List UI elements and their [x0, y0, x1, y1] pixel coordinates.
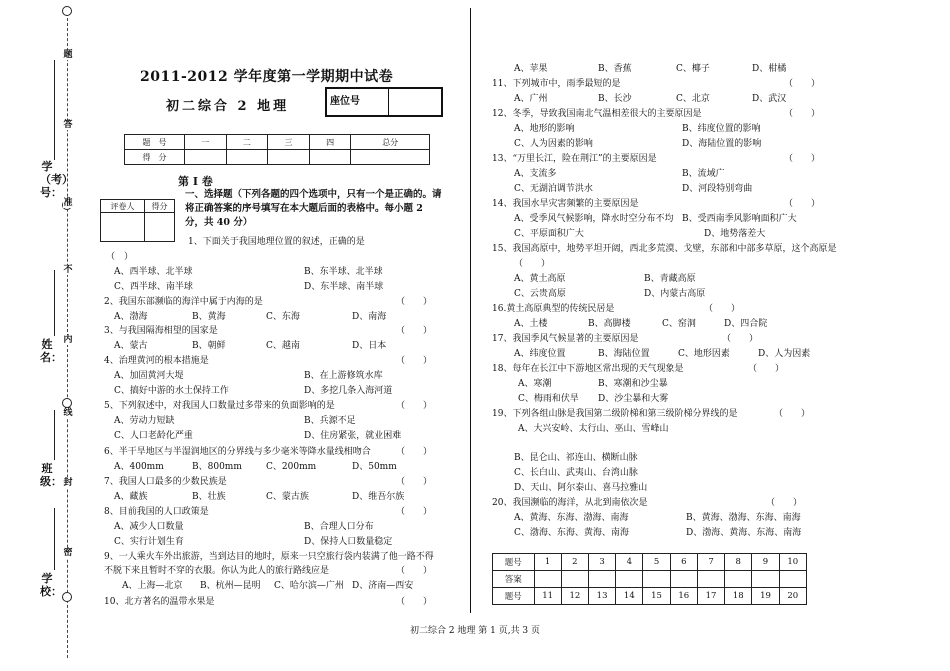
exam-subject: 初二综合 2 地理: [166, 99, 290, 114]
answer-cell[interactable]: [725, 571, 752, 588]
option: A、劳动力短缺: [114, 416, 175, 426]
answer-paren: （ ）: [396, 297, 433, 307]
option: C、北京: [676, 94, 710, 104]
seal-char: 封: [63, 478, 73, 488]
question-number-cell: 8: [725, 554, 752, 571]
answer-cell[interactable]: [616, 571, 643, 588]
option: D、南海: [352, 312, 387, 322]
option: B、青藏高原: [644, 274, 696, 284]
answer-paren: （ ）: [722, 334, 759, 344]
class-line[interactable]: [54, 410, 55, 460]
option: A、藏族: [114, 492, 148, 502]
answer-paren: （ ）: [396, 401, 433, 411]
question-stem: 17、我国季风气候显著的主要原因是: [492, 334, 639, 344]
option: B、东半球、北半球: [304, 267, 383, 277]
answer-paren: （ ）: [396, 507, 433, 517]
question-number-cell: 16: [670, 588, 697, 605]
option: B、黄海: [192, 312, 226, 322]
option: D、50mm: [352, 462, 397, 472]
option: B、朝鲜: [192, 341, 226, 351]
question-stem: 15、我国高原中，地势平坦开阔，西北多荒漠、戈壁，东部和中部多草原，这个高原是: [492, 244, 837, 254]
question-number-cell: 18: [725, 588, 752, 605]
score-header-cell: 一: [185, 135, 227, 150]
binding-dashed-line: [67, 8, 68, 658]
answer-cell[interactable]: [670, 571, 697, 588]
grader-table: [100, 199, 175, 242]
score-row-label: 得 分: [125, 150, 185, 165]
option: A、渤海: [114, 312, 148, 322]
option: B、兵源不足: [304, 416, 356, 426]
question-number-cell: 6: [670, 554, 697, 571]
option: A、黄海、东海、渤海、南海: [514, 513, 629, 523]
option: B、高脚楼: [588, 319, 631, 329]
score-header-cell: 题 号: [125, 135, 185, 150]
question-number-cell: 10: [779, 554, 806, 571]
option: A、蒙古: [114, 341, 148, 351]
option: C、西半球、南半球: [114, 282, 193, 292]
name-label: 姓名：: [40, 338, 62, 364]
answer-paren: （ ）: [784, 199, 821, 209]
answer-paren: （ ）: [106, 252, 134, 262]
grader-cell[interactable]: [101, 213, 145, 242]
binding-hole: [62, 6, 72, 16]
question-stem: 18、每年在长江中下游地区常出现的天气现象是: [492, 364, 684, 374]
question-stem: 12、冬季，导致我国南北气温相差很大的主要原因是: [492, 109, 702, 119]
option: C、无湖泊调节洪水: [514, 184, 593, 194]
option: C、人为因素的影响: [514, 139, 593, 149]
option: B、香蕉: [598, 64, 632, 74]
grader-score-label: 得分: [145, 200, 175, 213]
option: D、保持人口数量稳定: [304, 537, 393, 547]
answer-paren: （ ）: [396, 477, 433, 487]
school-line[interactable]: [54, 508, 55, 570]
option: A、广州: [514, 94, 548, 104]
option: D、地势落差大: [704, 229, 766, 239]
option: D、柑橘: [752, 64, 787, 74]
option: D、内蒙古高原: [644, 289, 706, 299]
question-number-cell: 2: [561, 554, 588, 571]
answer-cell[interactable]: [588, 571, 615, 588]
column-divider: [470, 8, 471, 613]
page-footer: 初二综合 2 地理 第 1 页,共 3 页: [409, 626, 541, 636]
option: C、越南: [266, 341, 300, 351]
option: D、河段特别弯曲: [682, 184, 753, 194]
option: D、维吾尔族: [352, 492, 405, 502]
binding-hole: [62, 592, 72, 602]
option: A、苹果: [514, 64, 548, 74]
option: A、黄土高原: [514, 274, 566, 284]
option: D、天山、阿尔泰山、喜马拉雅山: [514, 483, 648, 493]
option: C、蒙古族: [266, 492, 309, 502]
question-stem: 11、下列城市中，雨季最短的是: [492, 79, 621, 89]
option: D、四合院: [724, 319, 768, 329]
question-stem: 7、我国人口最多的少数民族是: [104, 477, 227, 487]
seat-number-field[interactable]: [389, 89, 441, 115]
left-column: [96, 0, 446, 671]
option: C、椰子: [676, 64, 710, 74]
answer-paren: （ ）: [396, 326, 433, 336]
question-stem: 14、我国水旱灾害频繁的主要原因是: [492, 199, 639, 209]
option: A、纬度位置: [514, 349, 566, 359]
seal-char: 准: [63, 198, 73, 208]
question-number-cell: 5: [643, 554, 670, 571]
binding-hole: [62, 398, 72, 408]
option: A、支流多: [514, 169, 557, 179]
option: C、搞好中游的水土保持工作: [114, 386, 229, 396]
seal-char: 密: [63, 548, 73, 558]
question-number-cell: 11: [534, 588, 561, 605]
option: C、地形因素: [678, 349, 730, 359]
seat-number-label: 座位号: [327, 89, 389, 115]
option: B、800mm: [192, 462, 242, 472]
answer-paren: （ ）: [748, 364, 785, 374]
question-number-cell: 20: [779, 588, 806, 605]
answer-cell[interactable]: [534, 571, 561, 588]
question-stem: 10、北方著名的温带水果是: [104, 597, 215, 607]
option: B、合理人口分布: [304, 522, 374, 532]
option: C、渤海、东海、黄海、南海: [514, 528, 629, 538]
score-cell[interactable]: [268, 150, 310, 165]
option: C、平原面积广大: [514, 229, 584, 239]
answer-cell[interactable]: [561, 571, 588, 588]
score-header-cell: 二: [226, 135, 268, 150]
score-cell[interactable]: [309, 150, 351, 165]
name-line[interactable]: [54, 270, 55, 336]
seat-number-box: [325, 87, 443, 117]
option: D、海陆位置的影响: [682, 139, 762, 149]
question-number-cell: 3: [588, 554, 615, 571]
question-number-cell: 1: [534, 554, 561, 571]
option: D、济南—西安: [352, 581, 414, 591]
question-number-cell: 9: [752, 554, 779, 571]
answer-row-label: 答案: [493, 571, 535, 588]
section-instructions: 一、选择题（下列各题的四个选项中，只有一个是正确的。请将正确答案的序号填写在本大题后面的表格中。每小题 2 分，共 40 分）: [185, 189, 442, 228]
question-number-cell: 15: [643, 588, 670, 605]
option: C、哈尔滨—广州: [274, 581, 344, 591]
part-title: 第 Ⅰ 卷: [178, 175, 213, 188]
option: C、窑洞: [662, 319, 696, 329]
answer-paren: （ ）: [396, 356, 433, 366]
option: B、长沙: [598, 94, 632, 104]
question-number-cell: 4: [616, 554, 643, 571]
option: A、减少人口数量: [114, 522, 184, 532]
question-stem: 5、下列叙述中，对我国人口数量过多带来的负面影响的是: [104, 401, 335, 411]
option: B、在上游修筑水库: [304, 371, 383, 381]
question-stem: 16.黄土高原典型的传统民居是: [492, 304, 615, 314]
question-stem: 2、我国东部濒临的海洋中属于内海的是: [104, 297, 263, 307]
score-header-cell: 四: [309, 135, 351, 150]
question-number-cell: 17: [697, 588, 724, 605]
grader-score-cell[interactable]: [145, 213, 175, 242]
question-stem: 13、“万里长江，险在荆江”的主要原因是: [492, 154, 657, 164]
answer-table: [492, 553, 807, 605]
option: C、200mm: [266, 462, 317, 472]
option: A、西半球、北半球: [114, 267, 193, 277]
question-number-cell: 19: [752, 588, 779, 605]
student-id-label: 学（考）号：: [40, 160, 73, 199]
option: A、加固黄河大堤: [114, 371, 184, 381]
option: B、纬度位置的影响: [682, 124, 761, 134]
question-stem: 8、目前我国的人口政策是: [104, 507, 209, 517]
option: D、住房紧张，就业困难: [304, 431, 402, 441]
option: B、杭州—昆明: [200, 581, 261, 591]
option: B、海陆位置: [598, 349, 650, 359]
option: D、人为因素: [758, 349, 811, 359]
question-stem: 19、下列各组山脉是我国第二级阶梯和第三级阶梯分界线的是: [492, 409, 738, 419]
student-id-line[interactable]: [54, 60, 55, 160]
answer-paren: （ ）: [704, 304, 741, 314]
option: B、寒潮和沙尘暴: [598, 379, 668, 389]
question-stem-continued: 不脱下来且暂时不穿的衣服。你认为此人的旅行路线应是: [104, 566, 330, 576]
question-stem: 20、我国濒临的海洋，从北到南依次是: [492, 498, 648, 508]
option: A、土楼: [514, 319, 548, 329]
answer-paren: （ ）: [784, 109, 821, 119]
option: C、长白山、武夷山、台湾山脉: [514, 468, 638, 478]
seal-char: 不: [63, 265, 73, 275]
question-stem: 4、治理黄河的根本措施是: [104, 356, 209, 366]
score-header-cell: 三: [268, 135, 310, 150]
option: B、壮族: [192, 492, 226, 502]
option: B、受西南季风影响面积广大: [682, 214, 797, 224]
score-cell[interactable]: [226, 150, 268, 165]
seal-char: 内: [63, 335, 73, 345]
option: C、云贵高原: [514, 289, 566, 299]
option: C、人口老龄化严重: [114, 431, 193, 441]
option: A、上海—北京: [122, 581, 183, 591]
answer-cell[interactable]: [752, 571, 779, 588]
option: A、寒潮: [518, 379, 552, 389]
answer-paren: （ ）: [514, 259, 551, 269]
answer-paren: （ ）: [396, 566, 433, 576]
option: D、多挖几条入海河道: [304, 386, 393, 396]
option: D、日本: [352, 341, 387, 351]
option: B、昆仑山、祁连山、横断山脉: [514, 453, 638, 463]
score-header-cell: 总分: [351, 135, 430, 150]
question-number-cell: 12: [561, 588, 588, 605]
score-table: [124, 134, 430, 165]
option: D、渤海、黄海、东海、南海: [686, 528, 802, 538]
class-label: 班级：: [40, 462, 62, 488]
question-stem: 1、下面关于我国地理位置的叙述，正确的是: [188, 237, 365, 247]
option: D、武汉: [752, 94, 787, 104]
option: A、地形的影响: [514, 124, 575, 134]
option: A、受季风气候影响，降水时空分布不均: [514, 214, 674, 224]
score-cell[interactable]: [185, 150, 227, 165]
school-label: 学校：: [40, 572, 62, 598]
answer-paren: （ ）: [396, 447, 433, 457]
answer-paren: （ ）: [774, 409, 811, 419]
option: C、实行计划生育: [114, 537, 184, 547]
answer-paren: （ ）: [784, 79, 821, 89]
question-number-cell: 13: [588, 588, 615, 605]
seal-char: 线: [63, 408, 73, 418]
answer-row-label: 题号: [493, 588, 535, 605]
question-number-cell: 14: [616, 588, 643, 605]
answer-paren: （ ）: [766, 498, 803, 508]
answer-cell[interactable]: [643, 571, 670, 588]
option: D、东半球、南半球: [304, 282, 384, 292]
answer-cell[interactable]: [697, 571, 724, 588]
option: A、大兴安岭、太行山、巫山、雪峰山: [518, 424, 669, 434]
option: B、流域广: [682, 169, 725, 179]
answer-row-label: 题号: [493, 554, 535, 571]
score-cell[interactable]: [351, 150, 430, 165]
question-stem: 9、一人乘火车外出旅游，当到达目的地时，原来一只空旅行袋内装满了他一路不得: [104, 552, 434, 562]
option: D、沙尘暴和大雾: [598, 394, 669, 404]
seal-char: 答: [63, 120, 73, 130]
option: C、梅雨和伏旱: [518, 394, 579, 404]
question-stem: 6、半干旱地区与半湿润地区的分界线与多少毫米等降水量线相吻合: [104, 447, 371, 457]
option: B、黄海、渤海、东海、南海: [686, 513, 801, 523]
seal-char: 题: [63, 50, 73, 60]
answer-paren: （ ）: [396, 597, 433, 607]
exam-title: 2011-2012 学年度第一学期期中试卷: [140, 69, 394, 85]
answer-paren: （ ）: [784, 154, 821, 164]
option: C、东海: [266, 312, 300, 322]
question-number-cell: 7: [697, 554, 724, 571]
question-stem: 3、与我国隔海相望的国家是: [104, 326, 218, 336]
binding-strip: [0, 0, 90, 671]
grader-label: 评卷人: [101, 200, 145, 213]
option: A、400mm: [114, 462, 164, 472]
answer-cell[interactable]: [779, 571, 806, 588]
